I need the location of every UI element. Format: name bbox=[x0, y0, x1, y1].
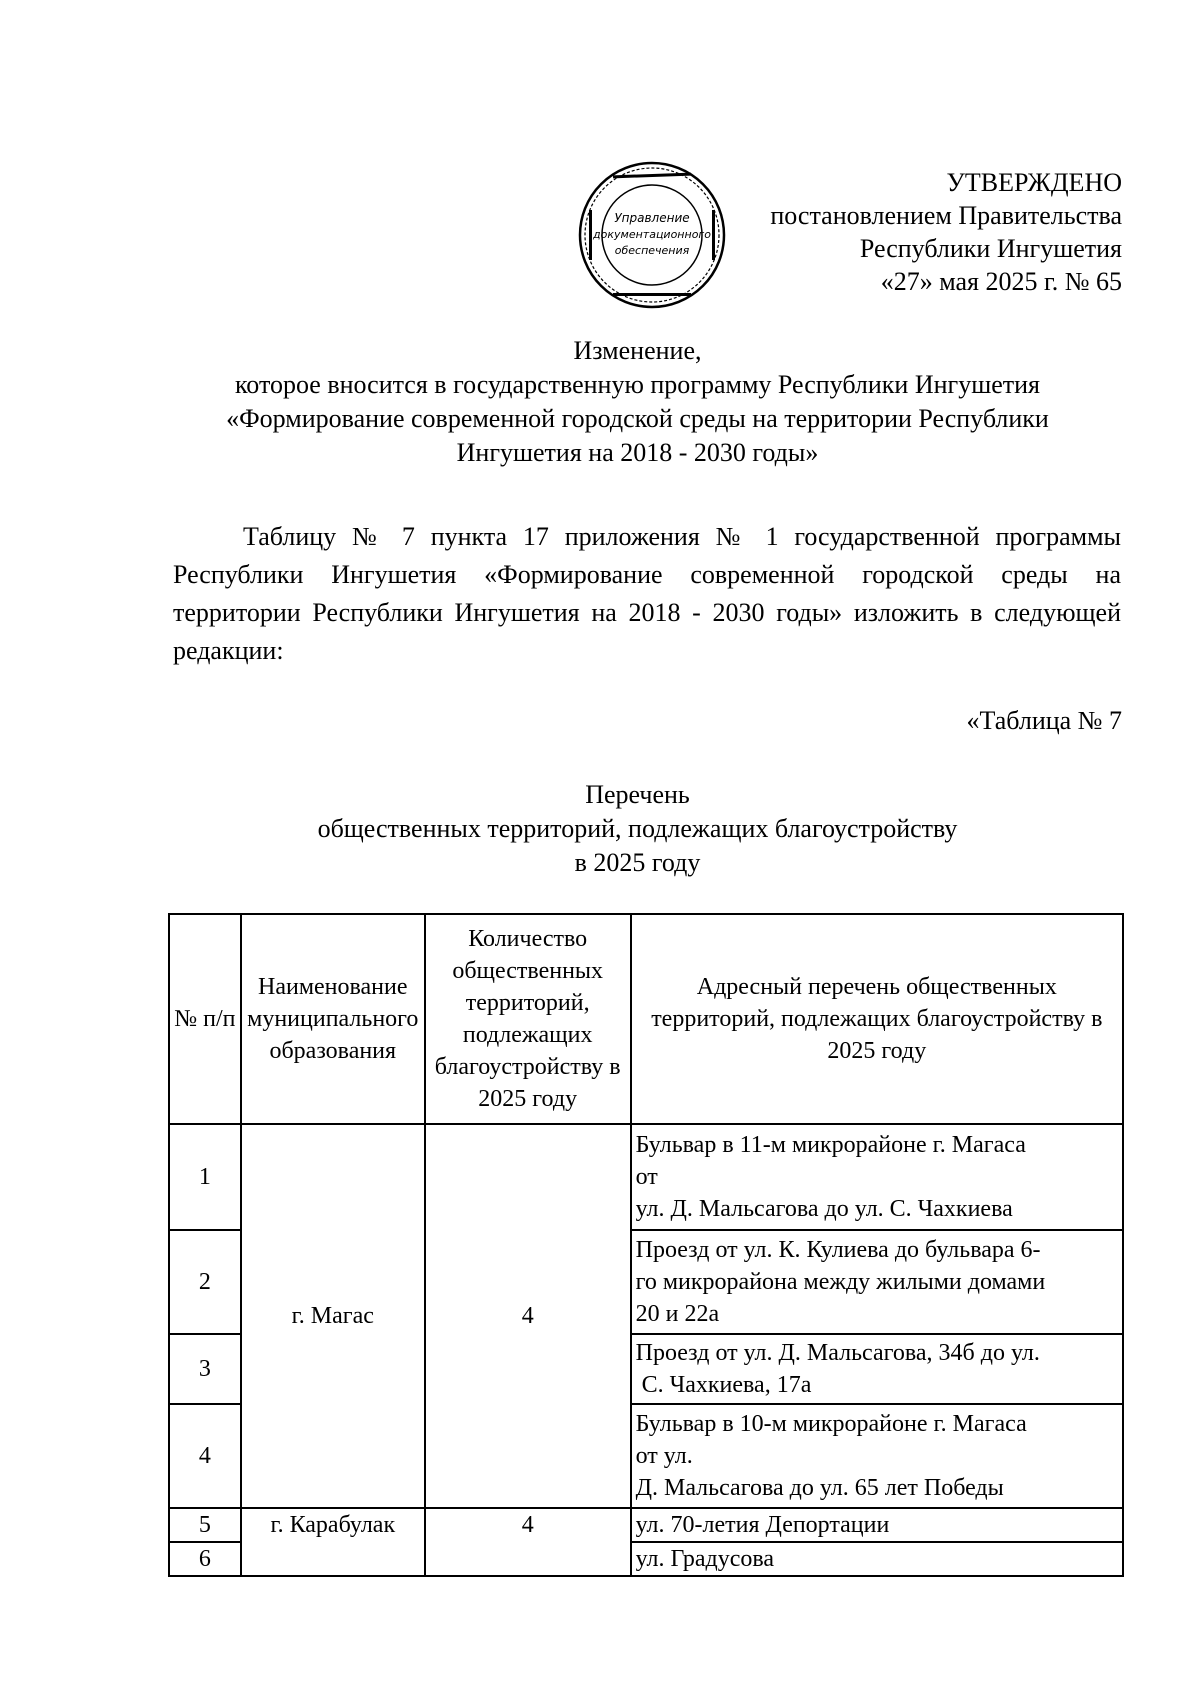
address-line: Д. Мальсагова до ул. 65 лет Победы bbox=[635, 1475, 1004, 1501]
approval-heading: УТВЕРЖДЕНО bbox=[946, 168, 1122, 197]
official-stamp bbox=[577, 160, 727, 310]
address-cell bbox=[631, 1542, 1123, 1576]
row-num: 3 bbox=[169, 1334, 241, 1404]
paragraph-text: Таблицу № 7 пункта 17 приложения № 1 государственной программы Республики Ингушетия «Формирование современной городской среды на территории Республики Ингушетия на 2018 - 2030 годы» изложить в следующей редакции: bbox=[173, 522, 1121, 665]
row-num: 5 bbox=[169, 1508, 241, 1542]
count-cell: 4 bbox=[425, 1124, 631, 1508]
table-row bbox=[169, 1508, 1123, 1542]
address-line: от ул. bbox=[635, 1443, 693, 1469]
row-num: 4 bbox=[169, 1404, 241, 1508]
body-paragraph bbox=[173, 518, 1121, 670]
approval-line-2: Республики Ингушетия bbox=[859, 234, 1122, 263]
address-cell bbox=[631, 1124, 1123, 1230]
address-line: Бульвар в 10-м микрорайоне г. Магаса bbox=[635, 1411, 1027, 1437]
stamp-text-1: Управление bbox=[614, 211, 690, 225]
approval-line-1: постановлением Правительства bbox=[770, 201, 1122, 230]
table-row bbox=[169, 1124, 1123, 1230]
document-title bbox=[150, 334, 1125, 470]
header-addresses: Адресный перечень общественных территорий, подлежащих благоустройству в 2025 году bbox=[631, 914, 1123, 1124]
title-line-4: Ингушетия на 2018 - 2030 годы» bbox=[456, 438, 819, 467]
territories-table bbox=[168, 913, 1124, 1577]
address-line: 20 и 22а bbox=[635, 1301, 720, 1327]
table-header-row bbox=[169, 914, 1123, 1124]
address-line: от bbox=[635, 1164, 658, 1190]
address-line: Проезд от ул. К. Кулиева до бульвара 6- bbox=[635, 1237, 1041, 1263]
stamp-text-3: обеспечения bbox=[614, 244, 690, 257]
table-label: «Таблица № 7 bbox=[966, 706, 1122, 735]
title-line-2: которое вносится в государственную программу Республики Ингушетия bbox=[234, 370, 1040, 399]
list-title-line-1: Перечень bbox=[585, 780, 690, 809]
address-cell bbox=[631, 1230, 1123, 1334]
approval-line-3: «27» мая 2025 г. № 65 bbox=[880, 267, 1122, 296]
list-title bbox=[150, 778, 1125, 880]
address-cell bbox=[631, 1508, 1123, 1542]
header-num: № п/п bbox=[169, 914, 241, 1124]
count-cell: 4 bbox=[425, 1508, 631, 1576]
stamp-text-2: документационного bbox=[593, 228, 711, 241]
row-num: 2 bbox=[169, 1230, 241, 1334]
row-num: 1 bbox=[169, 1124, 241, 1230]
header-count: Количество общественных территорий, подлежащих благоустройству в 2025 году bbox=[425, 914, 631, 1124]
address-line: ул. Д. Мальсагова до ул. С. Чахкиева bbox=[635, 1196, 1013, 1222]
list-title-line-2: общественных территорий, подлежащих благоустройству bbox=[317, 814, 958, 843]
header-municipality: Наименование муниципального образования bbox=[241, 914, 425, 1124]
title-line-3: «Формирование современной городской среды на территории Республики bbox=[226, 404, 1049, 433]
address-cell bbox=[631, 1404, 1123, 1508]
list-title-line-3: в 2025 году bbox=[574, 848, 701, 877]
address-line: го микрорайона между жилыми домами bbox=[635, 1269, 1046, 1295]
address-line: С. Чахкиева, 17а bbox=[635, 1372, 812, 1398]
address-line: ул. Градусова bbox=[635, 1546, 775, 1572]
row-num: 6 bbox=[169, 1542, 241, 1576]
municipality-cell: г. Магас bbox=[241, 1124, 425, 1508]
address-line: Проезд от ул. Д. Мальсагова, 34б до ул. bbox=[635, 1340, 1040, 1366]
address-line: Бульвар в 11-м микрорайоне г. Магаса bbox=[635, 1132, 1026, 1158]
address-cell bbox=[631, 1334, 1123, 1404]
municipality-cell: г. Карабулак bbox=[241, 1508, 425, 1576]
title-line-1: Изменение, bbox=[573, 336, 702, 365]
address-line: ул. 70-летия Депортации bbox=[635, 1512, 890, 1538]
